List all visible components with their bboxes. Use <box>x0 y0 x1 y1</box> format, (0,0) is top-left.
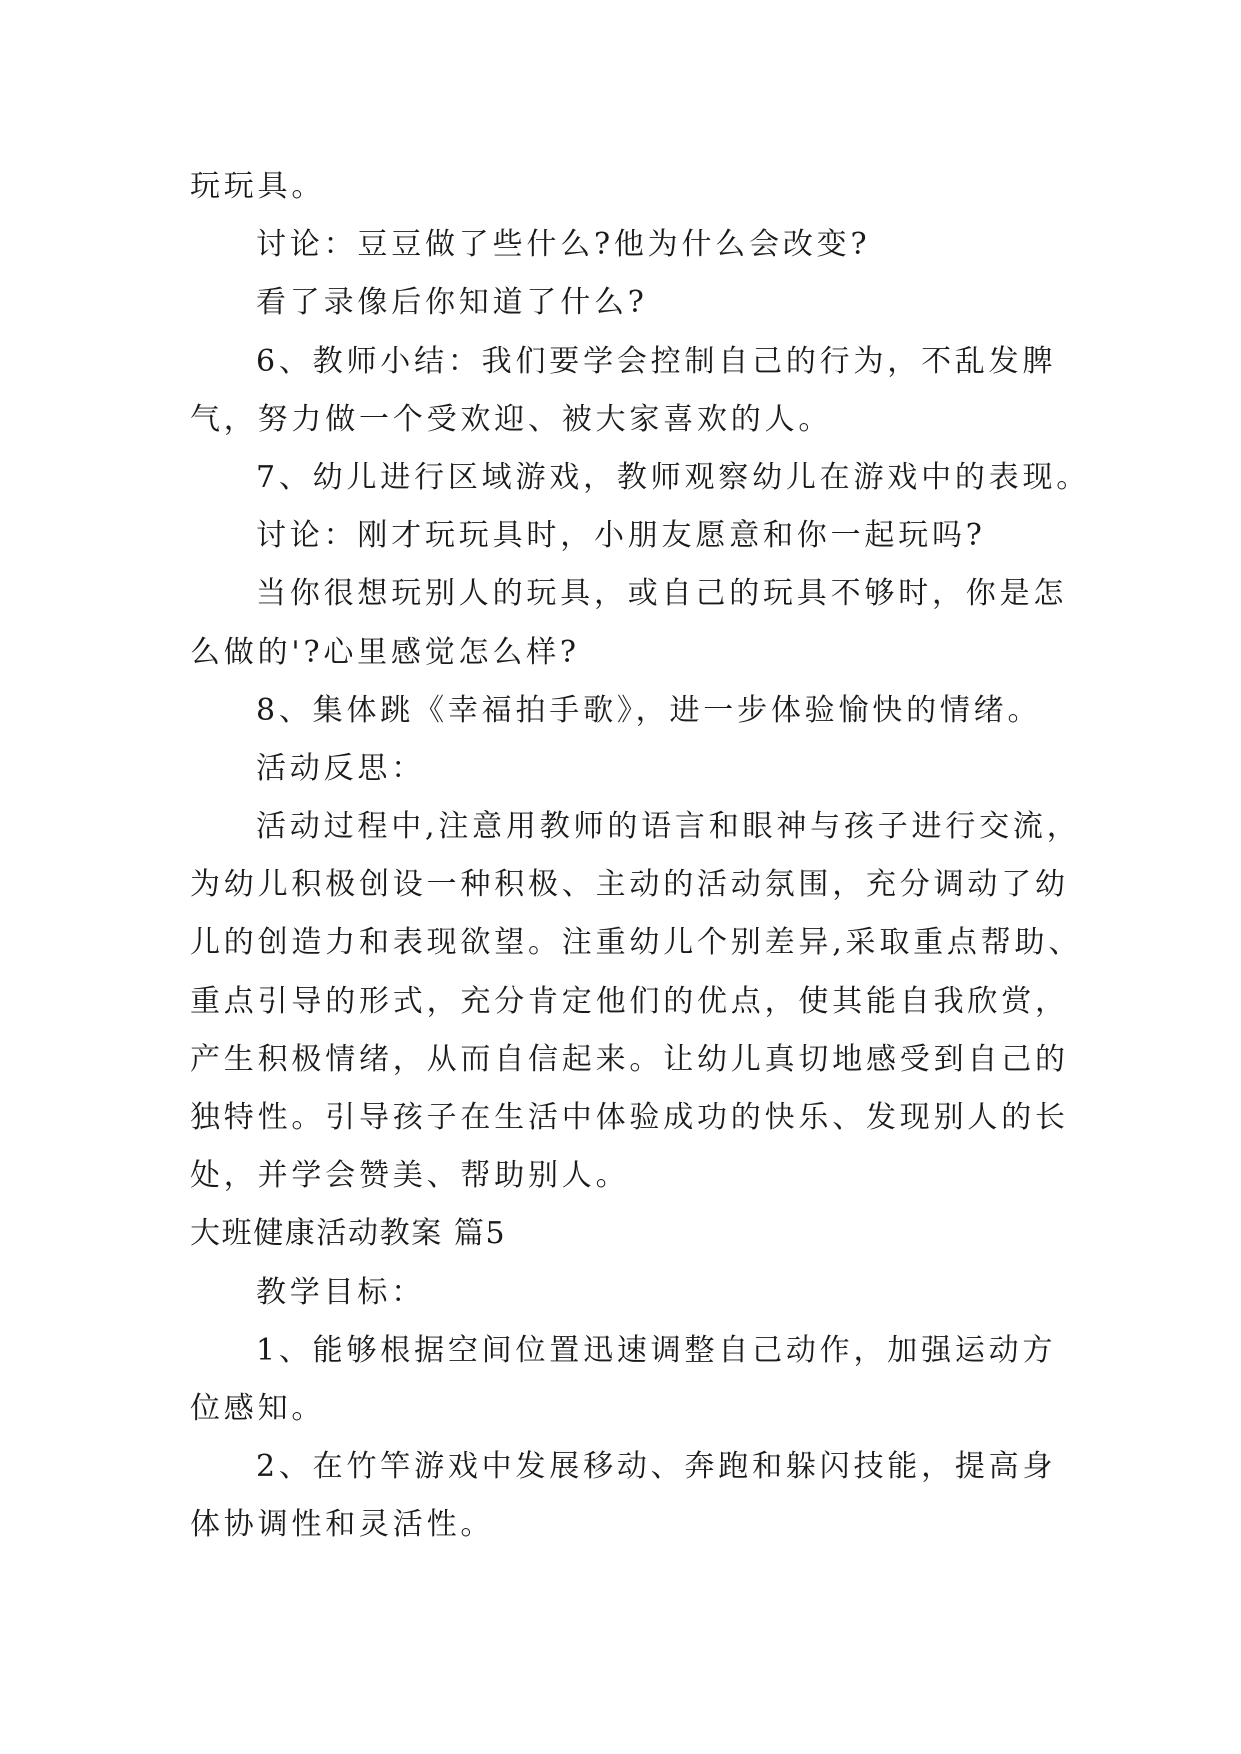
text-line: 为幼儿积极创设一种积极、主动的活动氛围，充分调动了幼 <box>190 867 1069 903</box>
text-line: 2、在竹竿游戏中发展移动、奔跑和躲闪技能，提高身 <box>256 1449 1057 1485</box>
text-line: 处，并学会赞美、帮助别人。 <box>190 1158 630 1194</box>
text-line: 独特性。引导孩子在生活中体验成功的快乐、发现别人的长 <box>190 1100 1069 1135</box>
text-line: 当你很想玩别人的玩具，或自己的玩具不够时，你是怎 <box>256 576 1068 612</box>
text-line: 活动过程中,注意用教师的语言和眼神与孩子进行交流， <box>256 809 1081 845</box>
text-line: 看了录像后你知道了什么? <box>256 285 648 321</box>
text-line: 讨论：刚才玩玩具时，小朋友愿意和你一起玩吗? <box>256 518 986 554</box>
text-line: 重点引导的形式，充分肯定他们的优点，使其能自我欣赏， <box>190 983 1069 1019</box>
text-line: 玩玩具。 <box>190 169 326 204</box>
section-heading: 大班健康活动教案 篇5 <box>190 1216 507 1252</box>
text-line: 体协调性和灵活性。 <box>190 1507 495 1543</box>
text-line: 1、能够根据空间位置迅速调整自己动作，加强运动方 <box>256 1332 1057 1368</box>
text-line: 产生积极情绪，从而自信起来。让幼儿真切地感受到自己的 <box>190 1041 1069 1077</box>
text-line: 活动反思： <box>256 750 425 786</box>
document-body <box>190 158 1091 1555</box>
text-line: 气，努力做一个受欢迎、被大家喜欢的人。 <box>190 401 833 437</box>
text-line: 么做的'?心里感觉怎么样? <box>190 634 580 670</box>
text-line: 6、教师小结：我们要学会控制自己的行为，不乱发脾 <box>256 343 1057 379</box>
text-line: 7、幼儿进行区域游戏，教师观察幼儿在游戏中的表现。 <box>256 459 1091 495</box>
text-line: 讨论：豆豆做了些什么?他为什么会改变? <box>256 227 871 263</box>
text-line: 教学目标： <box>256 1274 425 1310</box>
text-line: 8、集体跳《幸福拍手歌》，进一步体验愉快的情绪。 <box>256 692 1042 728</box>
text-line: 位感知。 <box>190 1390 326 1426</box>
text-line: 儿的创造力和表现欲望。注重幼儿个别差异,采取重点帮助、 <box>190 925 1083 961</box>
